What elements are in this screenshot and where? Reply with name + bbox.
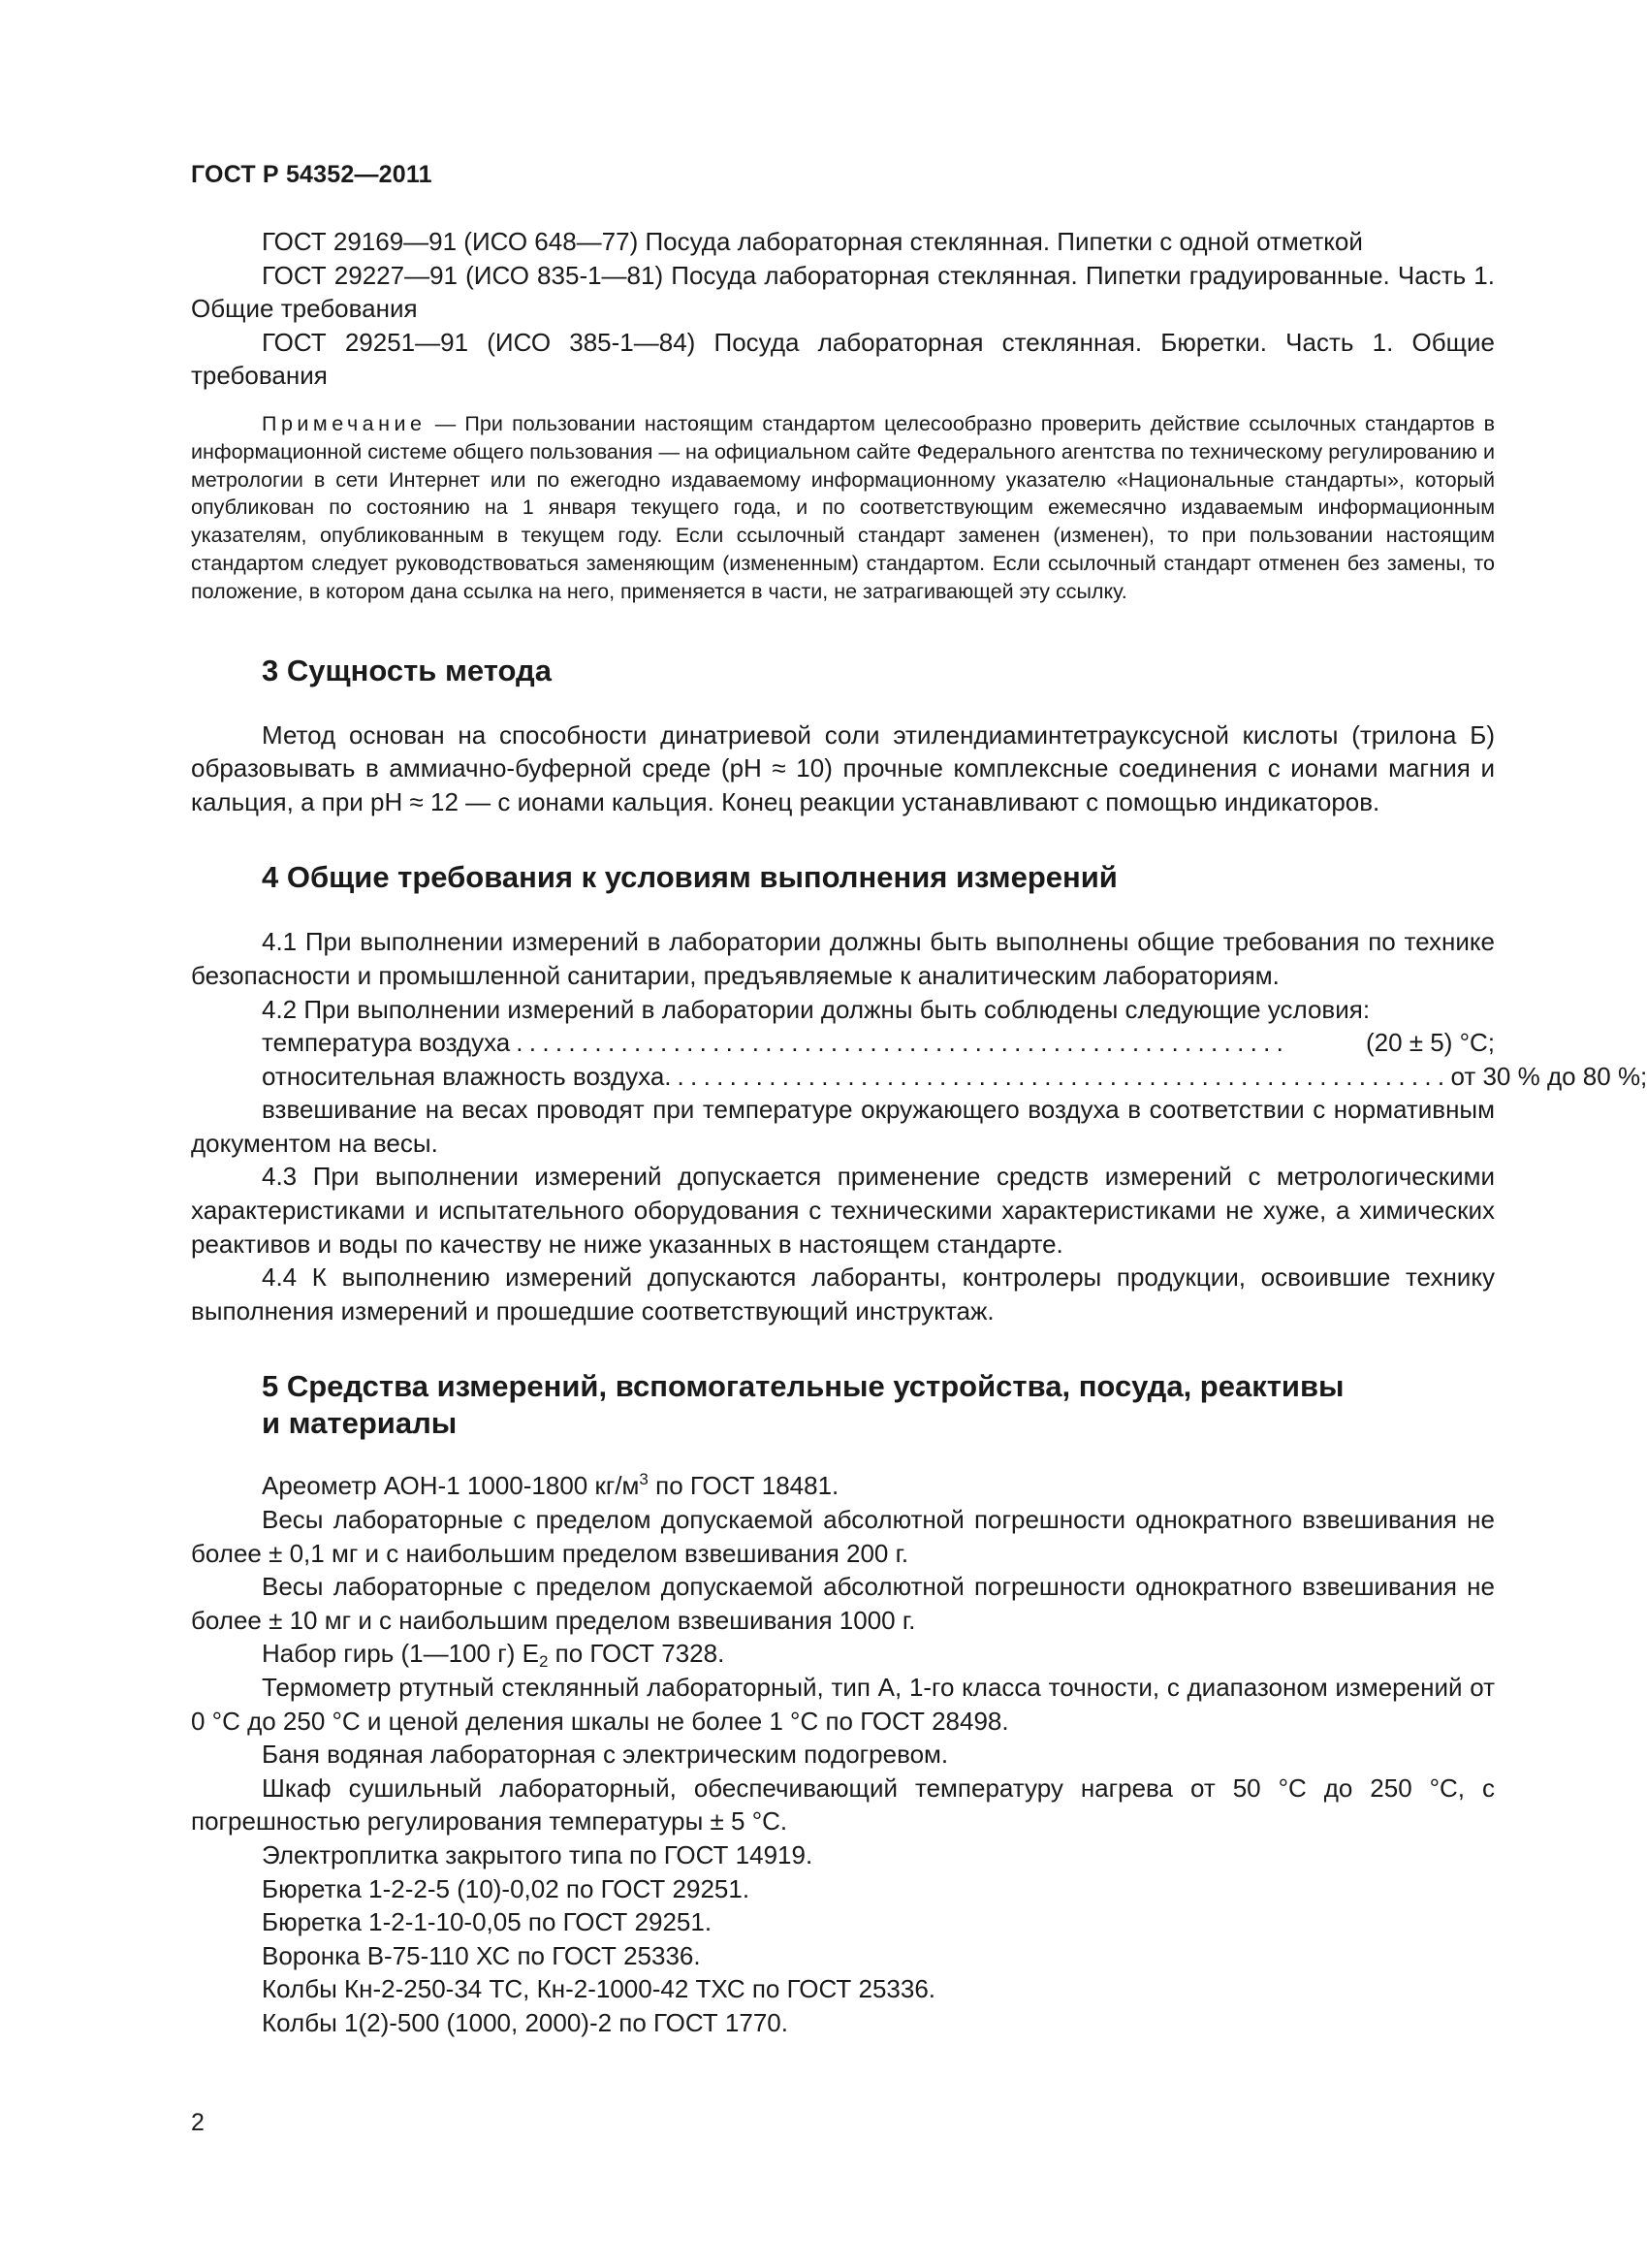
ref-gost-29251: ГОСТ 29251—91 (ИСО 385-1—84) Посуда лабораторная стеклянная. Бюретки. Часть 1. Общие требования (191, 327, 1495, 391)
condition-humidity-value: от 30 % до 80 %; (1450, 1061, 1647, 1091)
ref-gost-29227: ГОСТ 29227—91 (ИСО 835-1—81) Посуда лабораторная стеклянная. Пипетки градуированные. Часть 1. Общие требования (191, 260, 1495, 324)
ref-gost-29169: ГОСТ 29169—91 (ИСО 648—77) Посуда лабораторная стеклянная. Пипетки с одной отметкой (262, 227, 1363, 256)
note-text: — При пользовании настоящим стандартом целесообразно проверить действие ссылочных стандартов в информационной системе общего пользования — на официальном сайте Федерального агентства по техническому регулированию и метрологии в сети Интернет или по ежегодно издаваемому информационному указателю «Национальные стандарты», который опубликован по состоянию на 1 января текущего года, и по соответствующим ежемесячно издаваемым информационным указателям, опубликованным в текущем году. Если ссылочный стандарт заменен (изменен), то при пользовании настоящим стандартом следует руководствоваться заменяющим (измененным) стандартом. Если ссылочный стандарт отменен без замены, то положение, в котором дана ссылка на него, применяется в части, не затрагивающей эту ссылку. (191, 411, 1495, 603)
item-burette-1: Бюретка 1-2-2-5 (10)-0,02 по ГОСТ 29251. (262, 1873, 750, 1903)
page-number: 2 (191, 2109, 205, 2136)
condition-temperature (191, 1026, 1495, 1060)
item-scales-200g: Весы лабораторные с пределом допускаемой абсолютной погрешности однократного взвешивания не более ± 0,1 мг и с наибольшим пределом взвешивания 200 г. (191, 1505, 1495, 1568)
section-3-title: 3 Сущность метода (262, 653, 552, 687)
dot-leader: ........................................................... (516, 1028, 1290, 1058)
dot-leader: ........................................................... (677, 1061, 1451, 1091)
item-burette-2: Бюретка 1-2-1-10-0,05 по ГОСТ 29251. (262, 1907, 713, 1937)
item-funnel: Воронка В-75-110 ХС по ГОСТ 25336. (262, 1940, 701, 1970)
clause-4-4: 4.4 К выполнению измерений допускаются лаборанты, контролеры продукции, освоившие технику выполнения измерений и прошедшие соответствующий инструктаж. (191, 1262, 1495, 1326)
running-header: ГОСТ Р 54352—2011 (191, 161, 432, 188)
condition-humidity (191, 1060, 1647, 1094)
section-4-title: 4 Общие требования к условиям выполнения измерений (262, 860, 1118, 895)
item-drying-oven: Шкаф сушильный лабораторный, обеспечивающий температуру нагрева от 50 °С до 250 °С, с погрешностью регулирования температуры ± 5 °С. (191, 1773, 1495, 1837)
item-areometer: Ареометр АОН-1 1000-1800 $кг/м^3$ по ГОСТ 18481. (262, 1470, 839, 1501)
item-hotplate: Электроплитка закрытого типа по ГОСТ 14919. (262, 1839, 813, 1869)
note-paragraph (191, 410, 1495, 606)
clause-4-1: 4.1 При выполнении измерений в лаборатории должны быть выполнены общие требования по технике безопасности и промышленной санитарии, предъявляемые к аналитическим лабораториям. (191, 927, 1495, 990)
page-content (191, 225, 1647, 2040)
weighing-condition: взвешивание на весах проводят при температуре окружающего воздуха в соответствии с нормативным документом на весы. (191, 1095, 1495, 1158)
condition-temperature-value: (20 ± 5) °С; (1365, 1028, 1495, 1058)
section-3-text: Метод основан на способности динатриевой соли этилендиаминтетрауксусной кислоты (трилона Б) образовывать в аммиачно-буферной среде (pH ≈ 10) прочные комплексные соединения с ионами магния и кальция, а при pH ≈ 12 — с ионами кальция. Конец реакции устанавливают с помощью индикаторов. (191, 719, 1495, 816)
item-flasks-volumetric: Колбы 1(2)-500 (1000, 2000)-2 по ГОСТ 1770. (262, 2007, 788, 2037)
item-weights-set: Набор гирь (1—100 г) $E_2$ по ГОСТ 7328. (262, 1639, 725, 1672)
item-flasks-kn: Колбы Кн-2-250-34 ТС, Кн-2-1000-42 ТХС по ГОСТ 25336. (262, 1974, 936, 2004)
item-scales-1000g: Весы лабораторные с пределом допускаемой абсолютной погрешности однократного взвешивания не более ± 10 мг и с наибольшим пределом взвешивания 1000 г. (191, 1572, 1495, 1635)
item-thermometer: Термометр ртутный стеклянный лабораторный, тип А, 1-го класса точности, с диапазоном измерений от 0 °С до 250 °С и ценой деления шкалы не более 1 °С по ГОСТ 28498. (191, 1673, 1495, 1736)
clause-4-2: 4.2 При выполнении измерений в лаборатории должны быть соблюдены следующие условия: (262, 994, 1371, 1024)
note-label: Примечание (262, 411, 427, 435)
condition-humidity-label: относительная влажность воздуха. (262, 1061, 672, 1091)
clause-4-3: 4.3 При выполнении измерений допускается применение средств измерений с метрологическими характеристиками и испытательного оборудования с техническими характеристиками не хуже, а химических реактивов и воды по качеству не ниже указанных в настоящем стандарте. (191, 1162, 1495, 1259)
item-water-bath: Баня водяная лабораторная с электрическим подогревом. (262, 1740, 949, 1770)
condition-temperature-label: температура воздуха (262, 1028, 511, 1058)
section-5-title: 5 Средства измерений, вспомогательные устройства, посуда, реактивы и материалы (262, 1369, 1345, 1441)
